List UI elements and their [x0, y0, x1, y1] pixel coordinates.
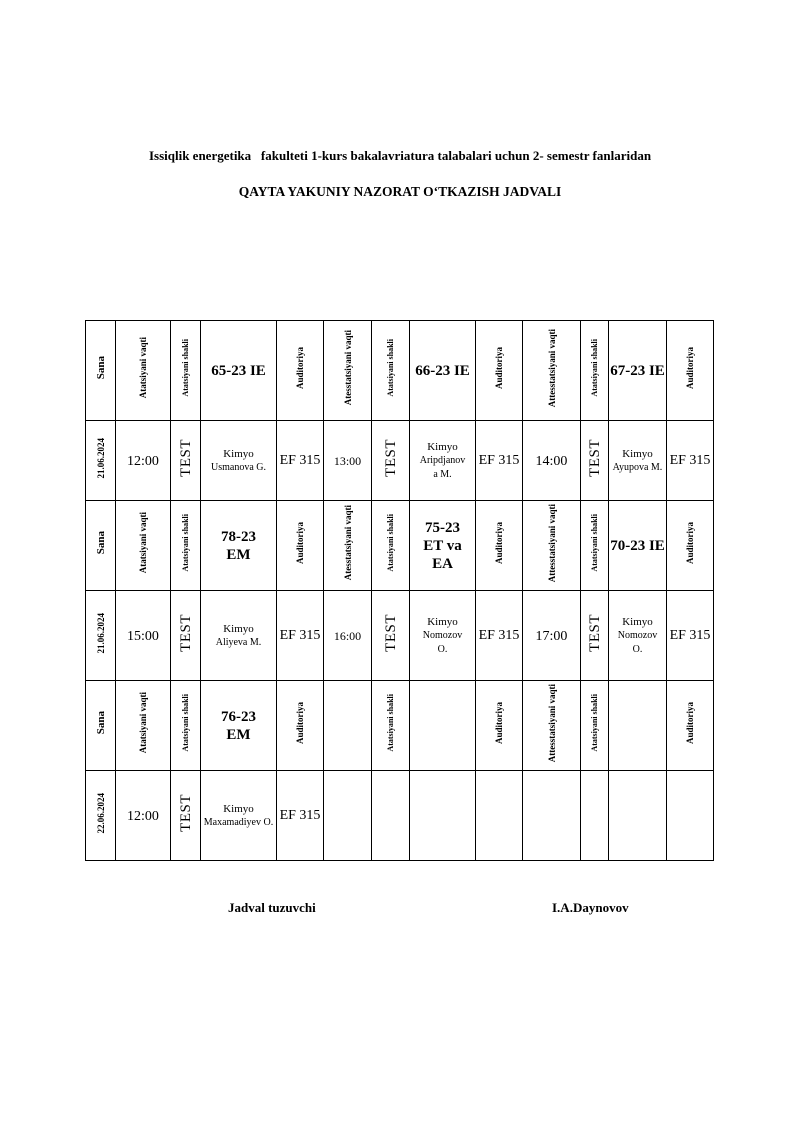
- group-header: 70-23 IE: [609, 501, 667, 591]
- empty-cell: [667, 771, 714, 861]
- time-header: Atatsiyani vaqti: [116, 681, 171, 771]
- group-header: 76-23 EM: [201, 681, 277, 771]
- empty-cell: [410, 681, 476, 771]
- form-cell: TEST: [372, 421, 410, 501]
- empty-cell: [324, 681, 372, 771]
- room-header: Auditoriya: [667, 501, 714, 591]
- form-header: Atatsiyani shakli: [171, 321, 201, 421]
- subject-cell: Kimyo Aliyeva M.: [201, 591, 277, 681]
- time-cell: 12:00: [116, 771, 171, 861]
- time-cell: 12:00: [116, 421, 171, 501]
- time-header: Atatsiyani vaqti: [116, 321, 171, 421]
- empty-cell: [324, 771, 372, 861]
- document-title-line1: Issiqlik energetika fakulteti 1-kurs bakalavriatura talabalari uchun 2- semestr fanlaridan: [148, 148, 652, 163]
- empty-cell: [410, 771, 476, 861]
- form-header: Atatsiyani shakli: [171, 681, 201, 771]
- signature-right: I.A.Daynovov: [552, 900, 629, 915]
- time-header: Atesstatsiyani vaqti: [324, 501, 372, 591]
- subject-cell: Kimyo Ayupova M.: [609, 421, 667, 501]
- time-header: Attesstatsiyani vaqti: [523, 501, 581, 591]
- subject-cell: Kimyo Usmanova G.: [201, 421, 277, 501]
- form-cell: TEST: [171, 591, 201, 681]
- empty-cell: [609, 681, 667, 771]
- table-row: [86, 501, 714, 591]
- time-header: Atatsiyani vaqti: [116, 501, 171, 591]
- group-header: 66-23 IE: [410, 321, 476, 421]
- room-cell: EF 315: [476, 421, 523, 501]
- form-header: Atatsiyani shakli: [581, 681, 609, 771]
- date-cell: 22.06.2024: [86, 771, 116, 861]
- group-header: 65-23 IE: [201, 321, 277, 421]
- room-header: Auditoriya: [476, 321, 523, 421]
- empty-cell: [476, 771, 523, 861]
- subject-cell: Kimyo Nomozov O.: [609, 591, 667, 681]
- table-row: [86, 421, 714, 501]
- table-row: [86, 681, 714, 771]
- time-cell: 16:00: [324, 591, 372, 681]
- table-row: [86, 771, 714, 861]
- form-header: Atatsiyani shakli: [372, 321, 410, 421]
- schedule-table: [85, 320, 714, 861]
- room-cell: EF 315: [277, 771, 324, 861]
- date-cell: 21.06.2024: [86, 421, 116, 501]
- time-cell: 15:00: [116, 591, 171, 681]
- form-header: Atatsiyani shakli: [372, 501, 410, 591]
- room-cell: EF 315: [667, 591, 714, 681]
- form-header: Atatsiyani shakli: [171, 501, 201, 591]
- time-header: Atesstatsiyani vaqti: [324, 321, 372, 421]
- group-header: 67-23 IE: [609, 321, 667, 421]
- empty-cell: [372, 771, 410, 861]
- form-cell: TEST: [171, 771, 201, 861]
- empty-cell: [523, 771, 581, 861]
- room-cell: EF 315: [476, 591, 523, 681]
- form-cell: TEST: [581, 591, 609, 681]
- room-cell: EF 315: [667, 421, 714, 501]
- room-header: Auditoriya: [476, 681, 523, 771]
- sana-header: Sana: [86, 501, 116, 591]
- room-header: Auditoriya: [277, 321, 324, 421]
- subject-cell: Kimyo Nomozov O.: [410, 591, 476, 681]
- form-header: Atatsiyani shakli: [372, 681, 410, 771]
- room-header: Auditoriya: [667, 681, 714, 771]
- document-title-line2: QAYTA YAKUNIY NAZORAT O‘TKAZISH JADVALI: [238, 184, 562, 199]
- group-header: 75-23 ET va EA: [410, 501, 476, 591]
- time-cell: 14:00: [523, 421, 581, 501]
- subject-cell: Kimyo Maxamadiyev O.: [201, 771, 277, 861]
- room-header: Auditoriya: [476, 501, 523, 591]
- time-cell: 17:00: [523, 591, 581, 681]
- form-header: Atatsiyani shakli: [581, 321, 609, 421]
- room-header: Auditoriya: [277, 681, 324, 771]
- table-row: [86, 591, 714, 681]
- time-cell: 13:00: [324, 421, 372, 501]
- empty-cell: [581, 771, 609, 861]
- time-header: Attesstatsiyani vaqti: [523, 681, 581, 771]
- empty-cell: [609, 771, 667, 861]
- group-header: 78-23 EM: [201, 501, 277, 591]
- room-header: Auditoriya: [277, 501, 324, 591]
- form-cell: TEST: [171, 421, 201, 501]
- room-cell: EF 315: [277, 421, 324, 501]
- sana-header: Sana: [86, 321, 116, 421]
- time-header: Attesstatsiyani vaqti: [523, 321, 581, 421]
- room-header: Auditoriya: [667, 321, 714, 421]
- date-cell: 21.06.2024: [86, 591, 116, 681]
- table-row: [86, 321, 714, 421]
- signature-left: Jadval tuzuvchi: [228, 900, 316, 915]
- subject-cell: Kimyo Aripdjanov a M.: [410, 421, 476, 501]
- room-cell: EF 315: [277, 591, 324, 681]
- form-cell: TEST: [372, 591, 410, 681]
- form-cell: TEST: [581, 421, 609, 501]
- form-header: Atatsiyani shakli: [581, 501, 609, 591]
- sana-header: Sana: [86, 681, 116, 771]
